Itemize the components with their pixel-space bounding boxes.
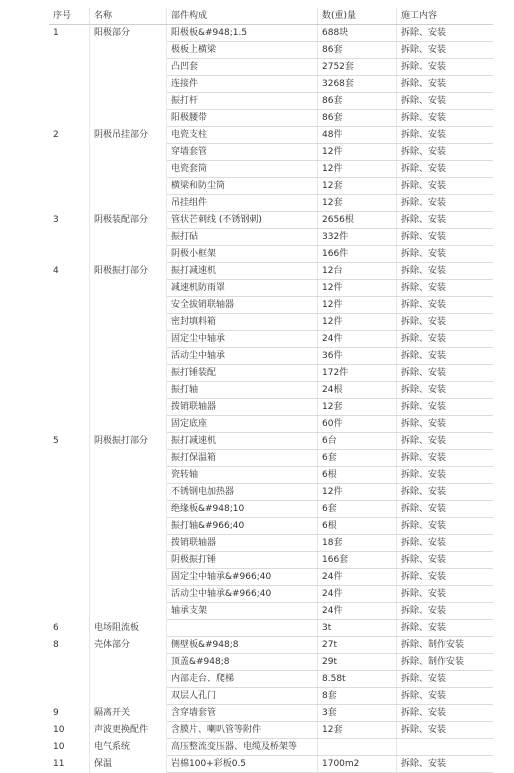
cell-no: 8 [49, 637, 90, 654]
cell-name [90, 59, 167, 76]
cell-part: 吊挂组件 [167, 195, 318, 212]
cell-part: 振打锤装配 [167, 365, 318, 382]
table-row [49, 382, 493, 399]
cell-name [90, 416, 167, 433]
cell-name: 声波更换配件 [90, 722, 167, 739]
table-row [49, 569, 493, 586]
cell-qty: 27t [318, 637, 397, 654]
cell-qty: 86套 [318, 42, 397, 59]
header-qty: 数(重)量 [318, 8, 397, 25]
cell-no [49, 59, 90, 76]
cell-work: 拆除、安装 [397, 450, 494, 467]
cell-qty: 6套 [318, 450, 397, 467]
cell-no [49, 450, 90, 467]
cell-qty: 6根 [318, 467, 397, 484]
cell-no: 10 [49, 739, 90, 756]
cell-name: 阴极装配部分 [90, 212, 167, 229]
table-row [49, 127, 493, 144]
cell-work: 拆除、安装 [397, 297, 494, 314]
cell-qty: 3套 [318, 705, 397, 722]
header-work: 施工内容 [397, 8, 494, 25]
cell-name [90, 178, 167, 195]
cell-qty: 12件 [318, 144, 397, 161]
cell-qty: 6套 [318, 501, 397, 518]
cell-part: 振打减速机 [167, 433, 318, 450]
cell-no: 9 [49, 705, 90, 722]
table-row [49, 161, 493, 178]
cell-name [90, 552, 167, 569]
cell-no: 4 [49, 263, 90, 280]
cell-no [49, 688, 90, 705]
cell-part: 振打减速机 [167, 263, 318, 280]
table-row [49, 246, 493, 263]
cell-qty: 12件 [318, 161, 397, 178]
table-row [49, 518, 493, 535]
table-row [49, 654, 493, 671]
table-row [49, 195, 493, 212]
cell-name: 电场阻流板 [90, 620, 167, 637]
cell-name: 阳极振打部分 [90, 263, 167, 280]
cell-no: 6 [49, 620, 90, 637]
cell-name [90, 654, 167, 671]
table-row [49, 705, 493, 722]
header-part: 部件构成 [167, 8, 318, 25]
spec-table-container [49, 8, 469, 773]
table-row [49, 722, 493, 739]
table-row [49, 433, 493, 450]
cell-no [49, 552, 90, 569]
cell-work: 拆除、安装 [397, 161, 494, 178]
cell-name [90, 450, 167, 467]
table-row [49, 178, 493, 195]
cell-part: 含穿墙套管 [167, 705, 318, 722]
cell-work: 拆除、安装 [397, 314, 494, 331]
cell-work: 拆除、安装 [397, 688, 494, 705]
cell-work: 拆除、安装 [397, 263, 494, 280]
cell-part: 连接件 [167, 76, 318, 93]
cell-part: 拨销联轴器 [167, 399, 318, 416]
cell-work: 拆除、安装 [397, 586, 494, 603]
cell-name [90, 501, 167, 518]
cell-part: 振打杆 [167, 93, 318, 110]
cell-part: 活动尘中轴承&#966;40 [167, 586, 318, 603]
cell-no [49, 42, 90, 59]
cell-qty: 29t [318, 654, 397, 671]
cell-no [49, 280, 90, 297]
cell-no: 3 [49, 212, 90, 229]
cell-work: 拆除、安装 [397, 467, 494, 484]
cell-no: 10 [49, 722, 90, 739]
cell-part: 顶盖&#948;8 [167, 654, 318, 671]
cell-no [49, 331, 90, 348]
cell-work: 拆除、安装 [397, 178, 494, 195]
cell-name [90, 76, 167, 93]
cell-qty: 12套 [318, 178, 397, 195]
cell-no [49, 178, 90, 195]
cell-no [49, 110, 90, 127]
table-row [49, 93, 493, 110]
cell-no [49, 586, 90, 603]
cell-part: 拨销联轴器 [167, 535, 318, 552]
table-row [49, 110, 493, 127]
cell-work: 拆除、安装 [397, 620, 494, 637]
cell-no [49, 569, 90, 586]
cell-name [90, 382, 167, 399]
cell-part: 振打保温箱 [167, 450, 318, 467]
cell-qty: 6台 [318, 433, 397, 450]
cell-no [49, 501, 90, 518]
cell-no: 11 [49, 756, 90, 773]
cell-qty: 1700m2 [318, 756, 397, 773]
cell-work: 拆除、安装 [397, 705, 494, 722]
table-row [49, 212, 493, 229]
cell-part: 电瓷套筒 [167, 161, 318, 178]
cell-name [90, 467, 167, 484]
cell-name [90, 603, 167, 620]
cell-name [90, 518, 167, 535]
cell-qty: 24件 [318, 331, 397, 348]
cell-work: 拆除、安装 [397, 25, 494, 42]
cell-name [90, 688, 167, 705]
cell-work: 拆除、安装 [397, 280, 494, 297]
cell-no: 2 [49, 127, 90, 144]
cell-work: 拆除、安装 [397, 127, 494, 144]
cell-no [49, 603, 90, 620]
cell-name [90, 331, 167, 348]
table-row [49, 671, 493, 688]
table-row [49, 399, 493, 416]
cell-part: 横梁和防尘筒 [167, 178, 318, 195]
cell-work: 拆除、安装 [397, 484, 494, 501]
table-row [49, 637, 493, 654]
cell-work: 拆除、安装 [397, 603, 494, 620]
cell-no: 5 [49, 433, 90, 450]
cell-part: 减速机防雨罩 [167, 280, 318, 297]
table-row [49, 348, 493, 365]
cell-qty: 12套 [318, 722, 397, 739]
cell-part: 活动尘中轴承 [167, 348, 318, 365]
cell-name [90, 671, 167, 688]
cell-work: 拆除、安装 [397, 76, 494, 93]
cell-part: 固定尘中轴承&#966;40 [167, 569, 318, 586]
cell-name [90, 535, 167, 552]
table-row [49, 450, 493, 467]
spec-table [49, 8, 493, 773]
cell-work: 拆除、安装 [397, 331, 494, 348]
cell-work: 拆除、安装 [397, 42, 494, 59]
cell-work: 拆除、安装 [397, 348, 494, 365]
cell-qty: 12台 [318, 263, 397, 280]
cell-part: 振打砧 [167, 229, 318, 246]
cell-qty: 332件 [318, 229, 397, 246]
cell-work: 拆除、安装 [397, 569, 494, 586]
cell-qty [318, 739, 397, 756]
cell-name [90, 280, 167, 297]
table-row [49, 280, 493, 297]
cell-no [49, 399, 90, 416]
header-row [49, 8, 493, 25]
cell-part: 高压整流变压器、电缆及桥架等 [167, 739, 318, 756]
cell-work: 拆除、安装 [397, 535, 494, 552]
cell-work: 拆除、安装 [397, 518, 494, 535]
table-row [49, 365, 493, 382]
cell-qty: 12套 [318, 195, 397, 212]
cell-qty: 6根 [318, 518, 397, 535]
table-row [49, 25, 493, 42]
cell-qty: 12件 [318, 314, 397, 331]
table-row [49, 331, 493, 348]
table-row [49, 484, 493, 501]
cell-work: 拆除、安装 [397, 93, 494, 110]
cell-qty: 166件 [318, 246, 397, 263]
cell-name: 隔离开关 [90, 705, 167, 722]
cell-part: 固定尘中轴承 [167, 331, 318, 348]
cell-no [49, 314, 90, 331]
cell-name [90, 195, 167, 212]
table-row [49, 42, 493, 59]
cell-qty: 8.58t [318, 671, 397, 688]
cell-no [49, 671, 90, 688]
cell-no: 1 [49, 25, 90, 42]
cell-work: 拆除、安装 [397, 144, 494, 161]
table-row [49, 229, 493, 246]
cell-no [49, 467, 90, 484]
cell-part: 阴极小框架 [167, 246, 318, 263]
cell-work: 拆除、安装 [397, 382, 494, 399]
cell-part: 极板上横梁 [167, 42, 318, 59]
cell-part: 双层人孔门 [167, 688, 318, 705]
table-row [49, 416, 493, 433]
table-row [49, 620, 493, 637]
cell-name [90, 229, 167, 246]
cell-qty: 24件 [318, 569, 397, 586]
cell-name [90, 586, 167, 603]
cell-qty: 3t [318, 620, 397, 637]
cell-qty: 12套 [318, 399, 397, 416]
cell-name [90, 42, 167, 59]
cell-part: 瓷转轴 [167, 467, 318, 484]
cell-name: 保温 [90, 756, 167, 773]
cell-name [90, 161, 167, 178]
cell-qty: 12件 [318, 280, 397, 297]
table-row [49, 297, 493, 314]
cell-name [90, 348, 167, 365]
header-name: 名称 [90, 8, 167, 25]
cell-qty: 172件 [318, 365, 397, 382]
cell-qty: 688块 [318, 25, 397, 42]
header-no: 序号 [49, 8, 90, 25]
cell-name: 电气系统 [90, 739, 167, 756]
cell-name: 壳体部分 [90, 637, 167, 654]
cell-name [90, 365, 167, 382]
cell-work: 拆除、安装 [397, 756, 494, 773]
table-row [49, 59, 493, 76]
cell-name [90, 314, 167, 331]
cell-no [49, 76, 90, 93]
cell-work: 拆除、安装 [397, 59, 494, 76]
cell-name [90, 110, 167, 127]
cell-part: 内部走台、爬梯 [167, 671, 318, 688]
cell-work: 拆除、安装 [397, 110, 494, 127]
cell-part: 固定底座 [167, 416, 318, 433]
cell-part: 轴承支架 [167, 603, 318, 620]
cell-qty: 24件 [318, 603, 397, 620]
cell-no [49, 144, 90, 161]
cell-no [49, 297, 90, 314]
cell-work: 拆除、安装 [397, 416, 494, 433]
cell-no [49, 416, 90, 433]
cell-work: 拆除、安装 [397, 433, 494, 450]
cell-no [49, 246, 90, 263]
cell-qty: 12件 [318, 297, 397, 314]
table-row [49, 756, 493, 773]
table-row [49, 467, 493, 484]
cell-name [90, 569, 167, 586]
cell-name: 阴极吊挂部分 [90, 127, 167, 144]
cell-qty: 24根 [318, 382, 397, 399]
cell-part: 凸凹套 [167, 59, 318, 76]
cell-no [49, 654, 90, 671]
table-row [49, 739, 493, 756]
cell-no [49, 365, 90, 382]
cell-part: 含膜片、喇叭管等附件 [167, 722, 318, 739]
cell-no [49, 93, 90, 110]
cell-part: 侧壁板&#948;8 [167, 637, 318, 654]
cell-qty: 12件 [318, 484, 397, 501]
cell-work: 拆除、安装 [397, 365, 494, 382]
cell-part: 密封填料箱 [167, 314, 318, 331]
cell-part: 穿墙套管 [167, 144, 318, 161]
cell-work: 拆除、安装 [397, 212, 494, 229]
cell-qty: 86套 [318, 93, 397, 110]
cell-part: 阴极振打锤 [167, 552, 318, 569]
cell-work [397, 739, 494, 756]
spec-table-body [49, 8, 493, 773]
cell-work: 拆除、安装 [397, 722, 494, 739]
table-row [49, 501, 493, 518]
cell-work: 拆除、安装 [397, 552, 494, 569]
cell-part: 振打轴 [167, 382, 318, 399]
table-row [49, 688, 493, 705]
cell-no [49, 229, 90, 246]
cell-no [49, 484, 90, 501]
cell-no [49, 382, 90, 399]
cell-name [90, 399, 167, 416]
cell-qty: 60件 [318, 416, 397, 433]
cell-work: 拆除、制作安装 [397, 654, 494, 671]
table-row [49, 263, 493, 280]
cell-name: 阴极振打部分 [90, 433, 167, 450]
table-row [49, 586, 493, 603]
cell-work: 拆除、安装 [397, 246, 494, 263]
cell-work: 拆除、安装 [397, 399, 494, 416]
cell-part: 振打轴&#966;40 [167, 518, 318, 535]
cell-work: 拆除、安装 [397, 501, 494, 518]
cell-no [49, 161, 90, 178]
cell-work: 拆除、安装 [397, 195, 494, 212]
cell-no [49, 518, 90, 535]
cell-qty: 2656根 [318, 212, 397, 229]
cell-work: 拆除、安装 [397, 229, 494, 246]
cell-name [90, 246, 167, 263]
cell-qty: 8套 [318, 688, 397, 705]
cell-qty: 18套 [318, 535, 397, 552]
cell-qty: 48件 [318, 127, 397, 144]
table-row [49, 603, 493, 620]
cell-qty: 166套 [318, 552, 397, 569]
cell-part: 岩棉100+彩板0.5 [167, 756, 318, 773]
cell-qty: 2752套 [318, 59, 397, 76]
cell-qty: 36件 [318, 348, 397, 365]
cell-no [49, 535, 90, 552]
cell-name [90, 484, 167, 501]
cell-part: 不锈钢电加热器 [167, 484, 318, 501]
cell-name [90, 93, 167, 110]
table-row [49, 552, 493, 569]
cell-qty: 24件 [318, 586, 397, 603]
cell-part: 阳极板&#948;1.5 [167, 25, 318, 42]
cell-name: 阳极部分 [90, 25, 167, 42]
cell-part: 电瓷支柱 [167, 127, 318, 144]
cell-work: 拆除、安装 [397, 671, 494, 688]
cell-no [49, 195, 90, 212]
table-row [49, 314, 493, 331]
cell-part: 安全拔销联轴器 [167, 297, 318, 314]
cell-part [167, 620, 318, 637]
table-row [49, 535, 493, 552]
cell-qty: 3268套 [318, 76, 397, 93]
cell-name [90, 144, 167, 161]
cell-part: 管状芒刺线 (不锈钢刺) [167, 212, 318, 229]
table-row [49, 144, 493, 161]
cell-no [49, 348, 90, 365]
cell-work: 拆除、制作安装 [397, 637, 494, 654]
cell-part: 绝缘板&#948;10 [167, 501, 318, 518]
cell-name [90, 297, 167, 314]
cell-qty: 86套 [318, 110, 397, 127]
table-row [49, 76, 493, 93]
cell-part: 阳极腰带 [167, 110, 318, 127]
